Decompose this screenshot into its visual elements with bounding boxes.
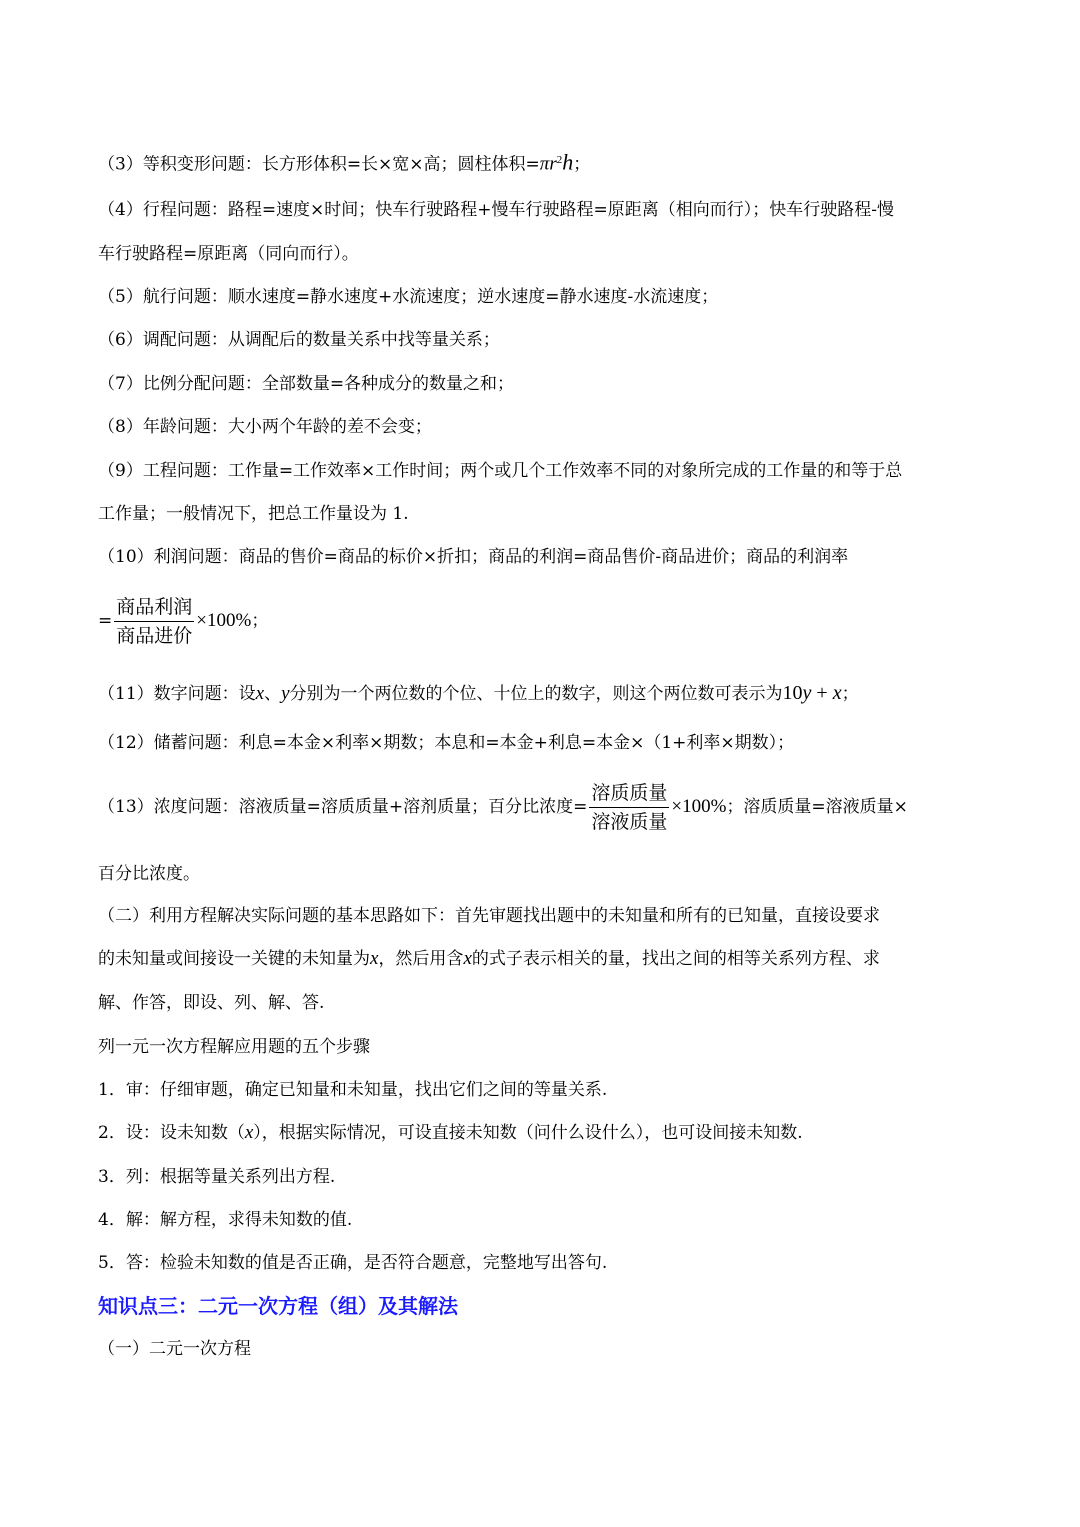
fraction-denominator: 溶液质量 <box>591 811 668 833</box>
fraction-numerator: 商品利润 <box>114 593 194 622</box>
paragraph-2-line-2 <box>98 947 880 971</box>
paragraph-2-line-1: （二）利用方程解决实际问题的基本思路如下：首先审题找出题中的未知量和所有的已知量，直接设要求 <box>98 906 880 926</box>
item-13-line-2: 百分比浓度。 <box>98 864 200 884</box>
equals-sign: = <box>98 611 113 631</box>
fraction-numerator: 溶质质量 <box>589 779 669 808</box>
section-heading-3: 知识点三：二元一次方程（组）及其解法 <box>98 1294 458 1318</box>
item-7-proportion: （7）比例分配问题：全部数量=各种成分的数量之和； <box>98 374 515 394</box>
formula-pi-r: πr <box>539 153 557 175</box>
item-10-line-1: （10）利润问题：商品的售价=商品的标价×折扣；商品的利润=商品售价-商品进价；商品的利润率 <box>98 547 849 567</box>
item-9-line-2: 工作量；一般情况下，把总工作量设为 1. <box>98 504 409 524</box>
p2-text-3: 的式子表示相关的量，找出之间的相等关系列方程、求 <box>471 949 880 969</box>
formula-h: h <box>562 149 574 175</box>
steps-title: 列一元一次方程解应用题的五个步骤 <box>98 1037 370 1057</box>
p2-text-2: ，然后用含 <box>378 949 464 969</box>
item-10-end: ； <box>251 611 269 631</box>
step-4: 4．解：解方程，求得未知数的值. <box>98 1210 353 1230</box>
var-y: y <box>281 683 290 704</box>
expr-10: 10 <box>782 682 803 704</box>
item-11-text-a: （11）数字问题：设 <box>98 684 256 704</box>
var-x: x <box>244 1122 254 1143</box>
item-4-line-1: （4）行程问题：路程=速度×时间；快车行驶路程+慢车行驶路程=原距离（相向而行）；快车行驶路程-慢 <box>98 200 895 220</box>
profit-rate-fraction <box>114 593 194 650</box>
item-3-text: （3）等积变形问题：长方形体积=长×宽×高；圆柱体积= <box>98 154 540 175</box>
item-6-allocation: （6）调配问题：从调配后的数量关系中找等量关系； <box>98 330 500 350</box>
item-3-end: ； <box>573 154 591 175</box>
item-9-line-1: （9）工程问题：工作量=工作效率×工作时间；两个或几个工作效率不同的对象所完成的工作量的和等于总 <box>98 461 903 481</box>
expr-y: y <box>802 682 812 704</box>
times-100-percent: ×100% <box>671 796 727 817</box>
times-100-percent: ×100% <box>196 610 252 631</box>
fraction-denominator: 商品进价 <box>116 625 193 647</box>
item-13-text-a: （13）浓度问题：溶液质量=溶质质量+溶剂质量；百分比浓度= <box>98 797 588 817</box>
item-8-age: （8）年龄问题：大小两个年龄的差不会变； <box>98 417 432 437</box>
expr-x: x <box>832 682 842 704</box>
step-2-text-b: ），根据实际情况，可设直接未知数（问什么设什么），也可设间接未知数. <box>253 1123 803 1143</box>
item-5-navigation: （5）航行问题：顺水速度=静水速度+水流速度；逆水速度=静水速度-水流速度； <box>98 287 719 307</box>
item-3-volume <box>98 148 590 177</box>
step-5: 5．答：检验未知数的值是否正确，是否符合题意，完整地写出答句. <box>98 1253 608 1273</box>
item-12-savings: （12）储蓄问题：利息=本金×利率×期数；本息和=本金+利息=本金×（1+利率×期数）； <box>98 733 795 753</box>
p2-text-1: 的未知量或间接设一关键的未知量为 <box>98 949 370 969</box>
var-x: x <box>463 948 472 969</box>
var-x: x <box>370 948 379 969</box>
subsection-1: （一）二元一次方程 <box>98 1339 251 1359</box>
expr-plus: + <box>811 682 833 704</box>
item-11-number <box>98 681 859 706</box>
step-2 <box>98 1121 803 1145</box>
item-13-concentration <box>98 779 908 836</box>
step-2-text-a: 2．设：设未知数（ <box>98 1123 245 1143</box>
var-x: x <box>255 683 265 704</box>
item-11-end: ； <box>841 684 859 704</box>
step-3: 3．列：根据等量关系列出方程. <box>98 1167 336 1187</box>
item-10-formula <box>98 593 268 650</box>
step-1: 1．审：仔细审题，确定已知量和未知量，找出它们之间的等量关系. <box>98 1080 608 1100</box>
item-4-line-2: 车行驶路程=原距离（同向而行）。 <box>98 244 359 264</box>
concentration-fraction <box>589 779 669 836</box>
item-11-text-b: 、 <box>264 684 282 704</box>
formula-exponent: 2 <box>556 154 563 166</box>
item-11-text-c: 分别为一个两位数的个位、十位上的数字，则这个两位数可表示为 <box>289 684 783 704</box>
paragraph-2-line-3: 解、作答，即设、列、解、答. <box>98 993 325 1013</box>
item-13-text-b: ；溶质质量=溶液质量× <box>726 797 908 817</box>
